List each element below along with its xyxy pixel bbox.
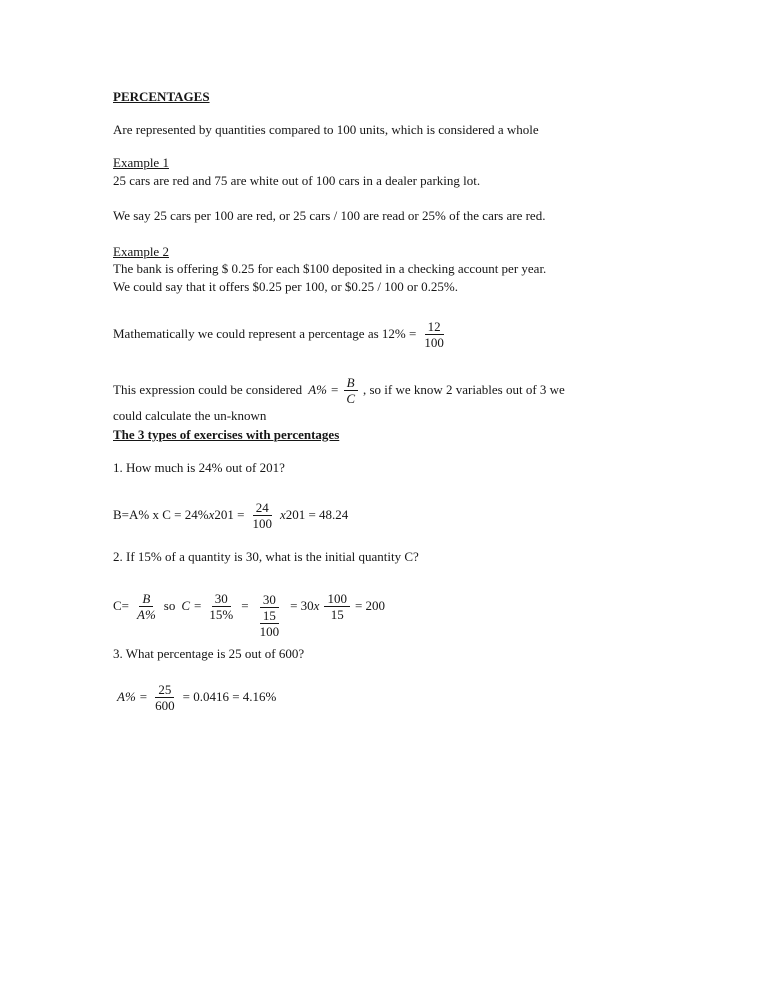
doc-title: PERCENTAGES bbox=[113, 89, 210, 104]
solution1-mid: 201 = bbox=[214, 507, 245, 522]
fraction-numerator: B bbox=[139, 591, 153, 607]
fraction-numerator: 100 bbox=[324, 591, 350, 607]
solution2-eq4: = 200 bbox=[354, 598, 386, 613]
expression-equals: = bbox=[330, 382, 339, 397]
fraction-denominator: C bbox=[346, 390, 355, 406]
expression-suffix: , so if we know 2 variables out of 3 we bbox=[362, 382, 565, 397]
fraction-100-over-15 bbox=[324, 591, 350, 622]
inner-fraction-numerator: 15 bbox=[260, 608, 279, 624]
fraction-numerator: 30 bbox=[212, 591, 231, 607]
example2-line1: The bank is offering $ 0.25 for each $100 deposited in a checking account per year. bbox=[113, 261, 547, 276]
expression-prefix: This expression could be considered bbox=[113, 382, 303, 397]
fraction-denominator: 600 bbox=[155, 697, 175, 713]
solution1-x1: x bbox=[208, 507, 215, 522]
example1-heading: Example 1 bbox=[113, 155, 169, 170]
fraction-denominator: 15% bbox=[209, 606, 234, 622]
solution1-lead: B=A% x C = 24% bbox=[113, 507, 209, 522]
fraction-numerator: 30 bbox=[260, 592, 279, 608]
fraction-B-over-A-percent bbox=[134, 591, 159, 622]
solution2-eq2: = bbox=[241, 598, 249, 613]
example1-line1: 25 cars are red and 75 are white out of 100 cars in a dealer parking lot. bbox=[113, 173, 481, 188]
expression-definition-line bbox=[113, 368, 565, 412]
nested-denominator bbox=[254, 608, 286, 639]
solution2-eq3: = 30 bbox=[290, 598, 314, 613]
fraction-30-over-15-percent bbox=[206, 591, 236, 622]
expression-lhs: A% bbox=[308, 382, 327, 397]
solution1-tail: 201 = 48.24 bbox=[285, 507, 349, 522]
solution-3-formula bbox=[117, 675, 276, 719]
fraction-denominator: 100 bbox=[424, 334, 444, 350]
solution1-x2: x bbox=[279, 507, 286, 522]
fraction-numerator: 25 bbox=[155, 682, 174, 698]
fraction-25-over-600 bbox=[152, 682, 178, 713]
fraction-denominator: 15 bbox=[330, 606, 344, 622]
solution-2-formula bbox=[113, 584, 386, 639]
solution3-lhs: A% bbox=[117, 689, 136, 704]
question-1: 1. How much is 24% out of 201? bbox=[113, 460, 285, 475]
solution2-eq1: = bbox=[194, 598, 202, 613]
fraction-12-over-100 bbox=[421, 319, 447, 350]
fraction-denominator: A% bbox=[137, 606, 156, 622]
solution3-tail: = 0.0416 = 4.16% bbox=[182, 689, 277, 704]
fraction-B-over-C bbox=[343, 375, 358, 406]
solution2-lead: C= bbox=[113, 598, 130, 613]
intro-paragraph: Are represented by quantities compared to 100 units, which is considered a whole bbox=[113, 122, 539, 137]
solution3-eq: = bbox=[139, 689, 148, 704]
nested-fraction-30-over-15-over-100 bbox=[254, 592, 286, 639]
question-2: 2. If 15% of a quantity is 30, what is the initial quantity C? bbox=[113, 549, 419, 564]
solution2-x: x bbox=[313, 598, 320, 613]
formula-intro-text: Mathematically we could represent a percentage as 12% = bbox=[113, 326, 417, 341]
fraction-24-over-100 bbox=[249, 500, 275, 531]
expression-continuation: could calculate the un-known bbox=[113, 408, 267, 423]
fraction-numerator: 12 bbox=[425, 319, 444, 335]
example2-line2: We could say that it offers $0.25 per 100, or $0.25 / 100 or 0.25%. bbox=[113, 279, 458, 294]
solution2-so: so bbox=[163, 598, 176, 613]
example2-heading: Example 2 bbox=[113, 244, 169, 259]
example1-line2: We say 25 cars per 100 are red, or 25 cars / 100 are read or 25% of the cars are red. bbox=[113, 208, 546, 223]
percentage-representation-formula bbox=[113, 312, 452, 356]
inner-fraction-denominator: 100 bbox=[259, 623, 280, 639]
question-3: 3. What percentage is 25 out of 600? bbox=[113, 646, 305, 661]
fraction-numerator: 24 bbox=[253, 500, 272, 516]
solution-1-formula bbox=[113, 493, 348, 537]
solution2-c: C bbox=[181, 598, 191, 613]
section-heading: The 3 types of exercises with percentages bbox=[113, 427, 340, 442]
fraction-numerator: B bbox=[344, 375, 358, 391]
fraction-denominator: 100 bbox=[252, 515, 272, 531]
